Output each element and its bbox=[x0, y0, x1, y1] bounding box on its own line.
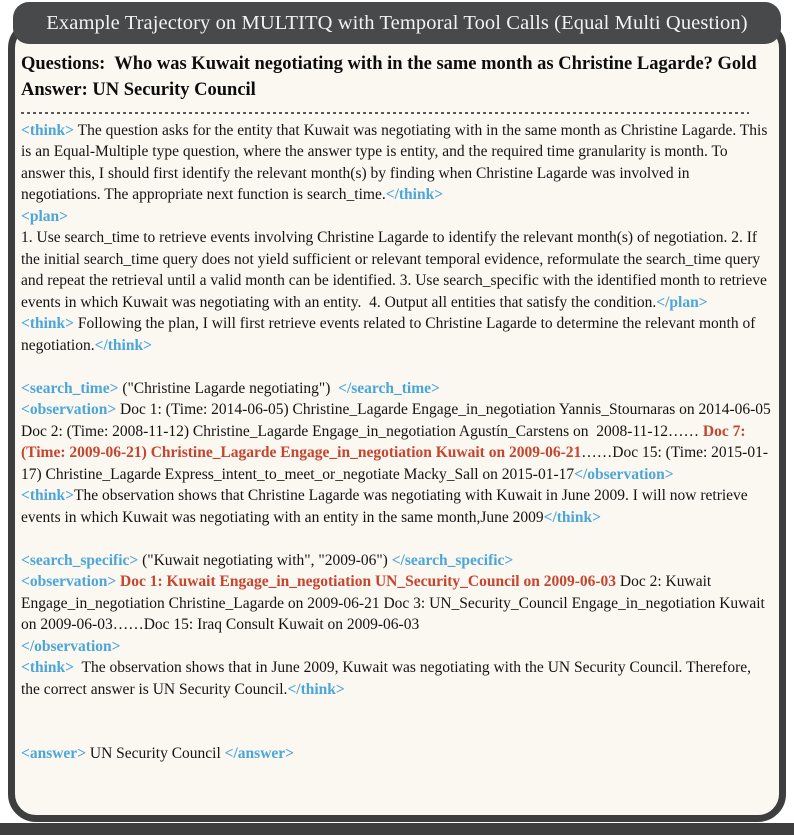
search-time-call bbox=[21, 378, 771, 400]
think-block-1-seg-2-tag: </think> bbox=[385, 186, 444, 204]
answer-block-seg-1-plain: UN Security Council bbox=[86, 745, 225, 763]
observation-block-2-seg-5-tag: </observation> bbox=[21, 637, 121, 655]
search-time-call-seg-2-tag: </search_time> bbox=[338, 379, 440, 397]
answer-block-seg-2-tag: </answer> bbox=[224, 745, 294, 763]
observation-block-2-seg-2-highlight: Doc 1: Kuwait Engage_in_negotiation UN_Security_Council on 2009-06-03 bbox=[120, 573, 617, 591]
observation-block-1-seg-4-tag: </observation> bbox=[574, 465, 674, 483]
think-block-2-seg-2-tag: </think> bbox=[94, 336, 152, 354]
dashed-divider bbox=[21, 112, 749, 114]
plan-open-tag-seg-0-tag: <plan> bbox=[21, 207, 68, 225]
observation-block-1-seg-0-tag: <observation> bbox=[21, 401, 117, 419]
think-block-4 bbox=[21, 657, 771, 700]
answer-block-seg-0-tag: <answer> bbox=[21, 745, 87, 763]
figure-title-bar bbox=[13, 2, 781, 44]
think-block-2 bbox=[21, 313, 771, 356]
think-block-2-seg-0-tag: <think> bbox=[21, 315, 74, 333]
observation-block-1-seg-2-highlight: Doc 7: (Time: 2009-06-21) Christine_Lagarde Engage_in_negotiation Kuwait on 2009-06-21 bbox=[21, 422, 750, 462]
observation-block-2-seg-0-tag: <observation> bbox=[21, 573, 117, 591]
think-block-1 bbox=[21, 120, 771, 206]
trajectory-panel bbox=[8, 20, 786, 822]
observation-block-1-seg-1-plain: Doc 1: (Time: 2014-06-05) Christine_Lagarde Engage_in_negotiation Yannis_Stournaras on 2014-06-05 Doc 2: (Time: 2008-11-12) Christine_Lagarde Engage_in_negotiation Agustín_Carstens on 2008-11-12…… bbox=[21, 401, 775, 440]
think-block-3-seg-1-plain: The observation shows that Christine Lagarde was negotiating with Kuwait in June 2009. I will now retrieve events in which Kuwait was negotiating with an entity in the same month,June 2009 bbox=[21, 487, 752, 526]
think-block-1-seg-1-plain: The question asks for the entity that Kuwait was negotiating with in the same month as Christine Lagarde. This is an Equal-Multiple type question, where the answer type is entity, and the required time granularity is month. To answer this, I should first identify the relevant month(s) by finding when Christine Lagarde was involved in negotiations. The appropriate next function is search_time. bbox=[21, 121, 772, 204]
question-heading: Questions: Who was Kuwait negotiating with in the same month as Christine Lagarde? Gold Answer: UN Security Council bbox=[21, 54, 761, 100]
plan-block bbox=[21, 227, 771, 313]
figure-title: Example Trajectory on MULTITQ with Temporal Tool Calls (Equal Multi Question) bbox=[46, 11, 748, 34]
observation-block-1 bbox=[21, 399, 775, 485]
trajectory-content bbox=[21, 120, 775, 765]
think-block-4-seg-2-tag: </think> bbox=[287, 680, 345, 698]
search-specific-call-seg-2-tag: </search_specific> bbox=[391, 551, 514, 569]
search-specific-call bbox=[21, 550, 771, 572]
answer-block bbox=[21, 743, 771, 765]
plan-open-tag bbox=[21, 206, 771, 228]
think-block-3 bbox=[21, 485, 771, 528]
bottom-strip bbox=[0, 823, 794, 835]
think-block-2-seg-1-plain: Following the plan, I will first retrieve events related to Christine Lagarde to determine the relevant month of negotiation. bbox=[21, 315, 760, 354]
search-time-call-seg-0-tag: <search_time> bbox=[21, 379, 119, 397]
plan-block-seg-1-tag: </plan> bbox=[656, 293, 708, 311]
think-block-1-seg-0-tag: <think> bbox=[21, 121, 74, 139]
plan-block-seg-0-plain: 1. Use search_time to retrieve events involving Christine Lagarde to identify the relevant month(s) of negotiation. 2. If the initial search_time query does not yield sufficient or relevant temporal evidence, reformulate the search_time query and repeat the retrieval until a valid month can be identified. 3. Use search_specific with the identified month to retrieve events in which Kuwait was negotiating with an entity. 4. Output all entities that satisfy the condition. bbox=[21, 229, 771, 311]
observation-block-2 bbox=[21, 571, 771, 657]
think-block-4-seg-0-tag: <think> bbox=[21, 659, 74, 677]
search-specific-call-seg-1-plain: ("Kuwait negotiating with", "2009-06") bbox=[138, 551, 392, 569]
think-block-3-seg-0-tag: <think> bbox=[21, 487, 74, 505]
search-specific-call-seg-0-tag: <search_specific> bbox=[21, 551, 139, 569]
think-block-3-seg-2-tag: </think> bbox=[543, 508, 601, 526]
search-time-call-seg-1-plain: ("Christine Lagarde negotiating") bbox=[118, 379, 339, 397]
think-block-4-seg-1-plain: The observation shows that in June 2009, Kuwait was negotiating with the UN Security Council. Therefore, the correct answer is UN Security Council. bbox=[21, 659, 755, 698]
observation-block-1-seg-3-plain: ……Doc 15: (Time: 2015-01-17) Christine_Lagarde Express_intent_to_meet_or_negotiate Macky_Sall on 2015-01-17 bbox=[21, 444, 769, 483]
observation-block-2-seg-3-plain: Doc 2: Kuwait Engage_in_negotiation Christine_Lagarde on 2009-06-21 Doc 3: UN_Security_Council Engage_in_negotiation Kuwait on 2009-06-03……Doc 15: Iraq Consult Kuwait on 2009-06-03 bbox=[21, 573, 769, 634]
